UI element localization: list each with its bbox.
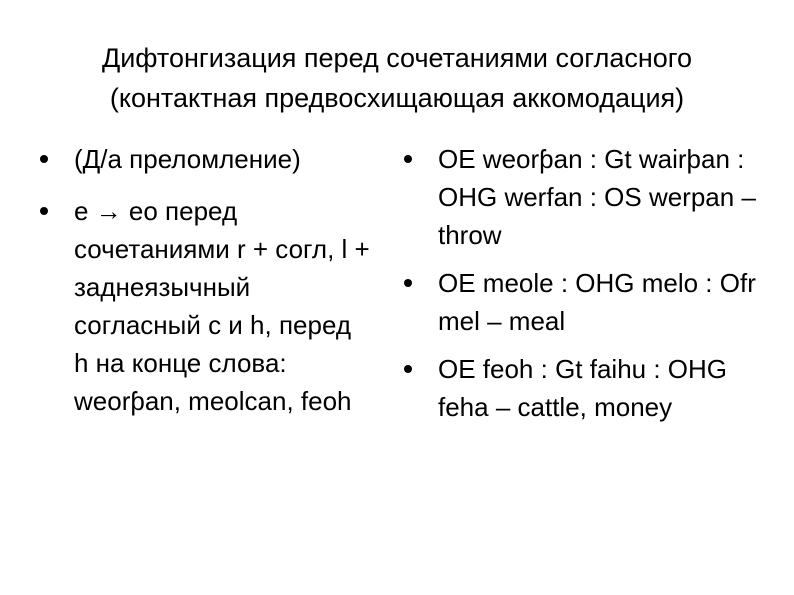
right-bullet-item-2 xyxy=(404,264,776,340)
bullet-dot-icon xyxy=(404,155,412,163)
slide-title-line-1: Дифтонгизация перед сочетаниями согласного xyxy=(101,43,693,73)
left-bullet-list xyxy=(40,140,370,420)
right-bullet-item-3 xyxy=(404,350,776,426)
bullet-dot-icon xyxy=(404,365,412,373)
right-bullet-item-1 xyxy=(404,140,776,254)
right-bullet-text-3: OE feoh : Gt faihu : OHG feha – cattle, money xyxy=(438,354,728,422)
right-bullet-text-2: OE meole : OHG melo : Ofr mel – meal xyxy=(438,268,756,336)
bullet-dot-icon xyxy=(40,155,48,163)
bullet-dot-icon xyxy=(40,207,48,215)
left-bullet-text-2: е → ео перед сочетаниями r + согл, l + заднеязычный согласный с и h, перед h на конце слова: weorƥan, meolcan, feoh xyxy=(74,196,370,416)
left-bullet-text-1: (Д/а преломление) xyxy=(74,144,301,174)
slide-title-line-2: (контактная предвосхищающая аккомодация) xyxy=(109,83,685,113)
bullet-dot-icon xyxy=(404,279,412,287)
slide-title xyxy=(0,38,794,118)
right-bullet-text-1: OE weorƥan : Gt wairþan : OHG werfan : OS werpan – throw xyxy=(438,144,756,250)
left-bullet-item-1 xyxy=(40,140,370,178)
right-bullet-list xyxy=(404,140,776,426)
left-bullet-item-2 xyxy=(40,192,370,420)
